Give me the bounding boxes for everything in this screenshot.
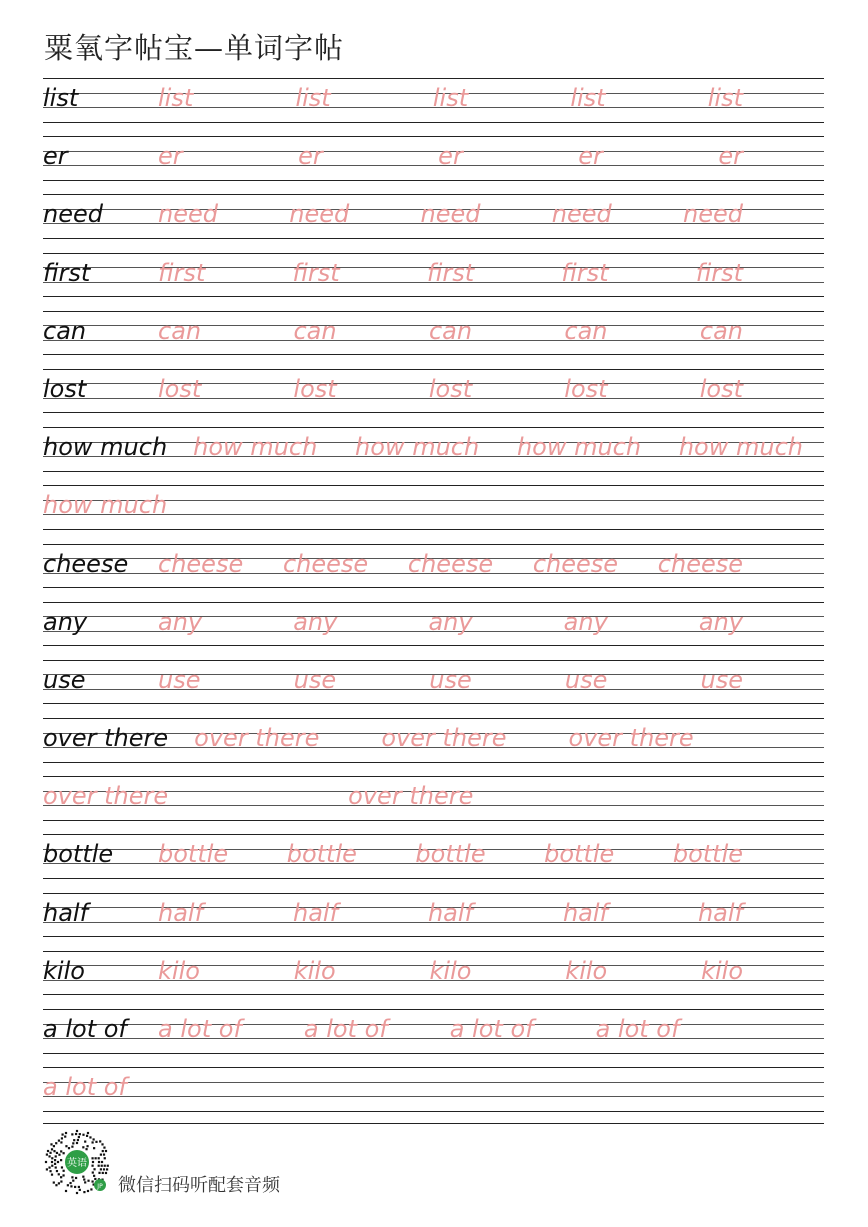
trace-word: need <box>158 200 218 229</box>
qr-module <box>107 1165 109 1167</box>
trace-word: how much <box>43 491 168 520</box>
guide-line <box>43 194 824 195</box>
qr-module <box>48 1166 50 1168</box>
practice-row <box>43 774 824 832</box>
qr-module <box>55 1142 57 1144</box>
trace-word: any <box>428 607 473 636</box>
trace-word: kilo <box>565 956 608 985</box>
model-word: list <box>43 84 79 112</box>
qr-module <box>77 1139 79 1141</box>
trace-word: how much <box>516 433 642 462</box>
qr-module <box>93 1168 95 1170</box>
guide-line <box>43 893 824 894</box>
guide-line <box>43 1067 824 1068</box>
qr-module <box>100 1168 102 1170</box>
trace-word: lost <box>699 374 743 403</box>
trace-word: half <box>562 898 608 927</box>
qr-module <box>79 1133 81 1135</box>
row-words <box>43 257 824 297</box>
trace-word: any <box>563 607 608 636</box>
qr-module <box>55 1184 57 1186</box>
qr-module <box>91 1157 93 1159</box>
trace-word: a lot of <box>158 1015 242 1043</box>
row-words <box>43 140 824 180</box>
trace-word: how much <box>193 433 318 462</box>
trace-word: first <box>292 258 340 287</box>
trace-word: kilo <box>701 956 743 985</box>
trace-word: need <box>420 200 481 229</box>
practice-row <box>43 483 824 541</box>
qr-module <box>65 1190 67 1192</box>
qr-module <box>54 1159 56 1161</box>
qr-module <box>65 1132 67 1134</box>
qr-module <box>106 1168 108 1170</box>
model-word: half <box>43 898 89 927</box>
trace-word: half <box>158 898 204 927</box>
qr-module <box>57 1161 59 1163</box>
model-word: need <box>43 200 103 229</box>
qr-module <box>71 1176 73 1178</box>
trace-word: how much <box>355 433 480 462</box>
guide-line <box>43 427 824 428</box>
qr-badge-label: 英语 <box>67 1158 87 1169</box>
qr-module <box>90 1188 92 1190</box>
qr-module <box>58 1154 60 1156</box>
qr-module <box>94 1178 96 1180</box>
practice-row <box>43 309 824 367</box>
qr-module <box>65 1145 67 1147</box>
practice-row <box>43 251 824 309</box>
trace-word: need <box>289 200 350 229</box>
trace-word: cheese <box>532 549 619 578</box>
practice-row <box>43 891 824 949</box>
trace-word: a lot of <box>303 1015 388 1043</box>
practice-row <box>43 134 824 192</box>
qr-module <box>47 1150 49 1152</box>
qr-module <box>102 1150 104 1152</box>
trace-word: bottle <box>544 840 615 869</box>
qr-module <box>78 1136 80 1138</box>
qr-module <box>75 1177 77 1179</box>
model-word: lost <box>43 374 87 403</box>
qr-module <box>98 1165 100 1167</box>
practice-row <box>43 600 824 658</box>
qr-module <box>71 1146 73 1148</box>
guide-line <box>43 369 824 370</box>
qr-module <box>61 1166 63 1168</box>
qr-module <box>79 1189 81 1191</box>
guide-line <box>43 834 824 835</box>
trace-word: er <box>158 142 183 171</box>
trace-word: can <box>699 316 743 345</box>
practice-row <box>43 1065 824 1123</box>
qr-corner-label: JP <box>97 1183 103 1190</box>
qr-module <box>74 1186 76 1188</box>
trace-word: need <box>551 200 612 229</box>
qr-module <box>60 1180 62 1182</box>
trace-word: any <box>293 607 338 636</box>
practice-row <box>43 949 824 1007</box>
trace-word: er <box>438 142 463 171</box>
qr-module <box>62 1174 64 1176</box>
qr-module <box>75 1133 77 1135</box>
row-words <box>43 722 824 762</box>
qr-module <box>98 1157 100 1159</box>
trace-word: over there <box>568 724 694 753</box>
practice-row <box>43 1007 824 1065</box>
trace-word: er <box>578 142 603 171</box>
model-word: kilo <box>43 956 85 985</box>
row-words <box>43 1071 824 1111</box>
row-words <box>43 548 824 588</box>
row-words <box>43 838 824 878</box>
qr-module <box>54 1163 56 1165</box>
qr-module <box>71 1133 73 1135</box>
practice-row <box>43 658 824 716</box>
model-word: use <box>43 665 86 694</box>
qr-module <box>46 1153 48 1155</box>
trace-word: use <box>700 665 743 694</box>
qr-module <box>51 1148 53 1150</box>
qr-module <box>95 1157 97 1159</box>
trace-word: kilo <box>429 956 472 985</box>
qr-module <box>101 1161 103 1163</box>
guide-line <box>43 718 824 719</box>
qr-module <box>103 1168 105 1170</box>
model-word: can <box>43 316 87 345</box>
guide-line <box>43 253 824 254</box>
qr-module <box>100 1154 102 1156</box>
guide-line <box>43 78 824 79</box>
qr-module <box>87 1132 89 1134</box>
qr-module <box>61 1137 63 1139</box>
practice-row <box>43 76 824 134</box>
trace-word: over there <box>43 782 169 811</box>
practice-row <box>43 542 824 600</box>
qr-module <box>101 1143 103 1145</box>
model-word: how much <box>43 433 168 462</box>
qr-module <box>69 1182 71 1184</box>
page-title: 粟氧字帖宝—单词字帖 <box>44 31 345 65</box>
trace-word: kilo <box>158 956 200 985</box>
qr-module <box>91 1180 93 1182</box>
row-words <box>43 1013 824 1053</box>
qr-module <box>83 1191 85 1193</box>
row-words <box>43 606 824 646</box>
qr-module <box>103 1154 105 1156</box>
qr-module <box>84 1140 86 1142</box>
trace-word: first <box>158 258 206 287</box>
trace-word: list <box>295 84 331 112</box>
model-word: a lot of <box>43 1015 127 1043</box>
qr-module <box>93 1175 95 1177</box>
trace-word: half <box>292 898 339 927</box>
trace-word: first <box>695 258 743 287</box>
guide-line <box>43 602 824 603</box>
qr-module <box>51 1174 53 1176</box>
guide-line <box>43 1009 824 1010</box>
trace-word: over there <box>194 724 320 753</box>
trace-word: can <box>158 316 202 345</box>
qr-module <box>56 1170 58 1172</box>
qr-module <box>49 1170 51 1172</box>
qr-module <box>60 1176 62 1178</box>
row-words <box>43 373 824 413</box>
trace-word: er <box>298 142 323 171</box>
row-words <box>43 431 824 471</box>
qr-module <box>84 1181 86 1183</box>
trace-word: cheese <box>158 549 244 578</box>
trace-word: first <box>561 258 609 287</box>
trace-word: use <box>564 665 608 694</box>
qr-module <box>55 1155 57 1157</box>
row-words <box>43 82 824 122</box>
trace-word: cheese <box>407 549 494 578</box>
qr-module <box>76 1192 78 1194</box>
qr-module <box>76 1142 78 1144</box>
sheet-bottom-line <box>43 1123 824 1124</box>
trace-word: a lot of <box>449 1015 534 1043</box>
row-words <box>43 198 824 238</box>
model-word: over there <box>43 724 169 753</box>
qr-module <box>63 1170 65 1172</box>
practice-row <box>43 367 824 425</box>
trace-word: need <box>683 200 743 229</box>
qr-module <box>45 1161 47 1163</box>
trace-word: can <box>428 316 473 345</box>
practice-row <box>43 716 824 774</box>
trace-word: er <box>718 142 743 171</box>
trace-word: over there <box>348 782 474 811</box>
qr-module <box>73 1139 75 1141</box>
trace-word: over there <box>381 724 507 753</box>
model-word: first <box>43 258 91 287</box>
trace-word: bottle <box>286 840 357 869</box>
qr-module <box>72 1142 74 1144</box>
qr-module <box>82 1134 84 1136</box>
qr-module <box>53 1150 55 1152</box>
trace-word: a lot of <box>595 1015 680 1043</box>
trace-word: kilo <box>293 956 336 985</box>
model-word: er <box>43 142 68 171</box>
qr-module <box>63 1152 65 1154</box>
guide-line <box>43 136 824 137</box>
qr-module <box>67 1184 69 1186</box>
qr-module <box>58 1140 60 1142</box>
trace-word: how much <box>678 433 803 462</box>
qr-module <box>91 1165 93 1167</box>
trace-word: bottle <box>672 840 743 869</box>
qr-module <box>102 1172 104 1174</box>
qr-module <box>86 1135 88 1137</box>
guide-line <box>43 660 824 661</box>
qr-module <box>98 1161 100 1163</box>
trace-word: any <box>158 607 203 636</box>
qr-module <box>48 1155 50 1157</box>
qr-module <box>93 1147 95 1149</box>
qr-module <box>93 1138 95 1140</box>
guide-line <box>43 776 824 777</box>
trace-word: use <box>293 665 337 694</box>
qr-code-icon[interactable] <box>42 1127 112 1197</box>
trace-word: bottle <box>158 840 229 869</box>
trace-word: list <box>570 84 606 112</box>
trace-word: list <box>432 84 469 112</box>
qr-module <box>53 1145 55 1147</box>
qr-module <box>49 1152 51 1154</box>
qr-module <box>91 1141 93 1143</box>
trace-word: list <box>707 84 743 112</box>
trace-word: use <box>429 665 472 694</box>
qr-module <box>61 1133 63 1135</box>
qr-module <box>98 1172 100 1174</box>
qr-module <box>105 1172 107 1174</box>
qr-module <box>82 1176 84 1178</box>
guide-line <box>43 311 824 312</box>
trace-word: half <box>697 898 743 927</box>
trace-word: cheese <box>282 549 369 578</box>
guide-line <box>43 544 824 545</box>
row-words <box>43 955 824 995</box>
qr-module <box>46 1168 48 1170</box>
trace-word: half <box>427 898 474 927</box>
row-words <box>43 780 824 820</box>
qr-module <box>82 1146 84 1148</box>
trace-word: can <box>564 316 608 345</box>
qr-module <box>60 1159 62 1161</box>
trace-word: a lot of <box>43 1073 127 1102</box>
qr-module <box>104 1165 106 1167</box>
qr-module <box>60 1141 62 1143</box>
trace-word: any <box>698 607 743 636</box>
qr-module <box>51 1157 53 1159</box>
trace-word: lost <box>428 374 473 403</box>
trace-word: lost <box>564 374 608 403</box>
qr-module <box>56 1152 58 1154</box>
qr-module <box>87 1180 89 1182</box>
model-word: cheese <box>43 549 129 578</box>
qr-module <box>105 1150 107 1152</box>
qr-module <box>76 1130 78 1132</box>
qr-module <box>92 1161 94 1163</box>
qr-module <box>55 1166 57 1168</box>
qr-module <box>83 1178 85 1180</box>
practice-row <box>43 832 824 890</box>
trace-word: lost <box>158 374 202 403</box>
audio-caption: 微信扫码听配套音频 <box>118 1175 280 1196</box>
qr-module <box>58 1173 60 1175</box>
model-word: bottle <box>43 840 114 869</box>
qr-module <box>51 1165 53 1167</box>
qr-module <box>95 1141 97 1143</box>
trace-word: bottle <box>415 840 486 869</box>
qr-module <box>50 1143 52 1145</box>
row-words <box>43 897 824 937</box>
qr-module <box>60 1150 62 1152</box>
model-word: any <box>43 607 88 636</box>
qr-module <box>92 1171 94 1173</box>
trace-word: list <box>158 84 194 112</box>
qr-module <box>87 1190 89 1192</box>
qr-module <box>51 1161 53 1163</box>
qr-module <box>103 1146 105 1148</box>
qr-module <box>70 1185 72 1187</box>
qr-module <box>53 1181 55 1183</box>
qr-module <box>85 1148 87 1150</box>
qr-module <box>104 1157 106 1159</box>
practice-row <box>43 425 824 483</box>
qr-module <box>89 1136 91 1138</box>
row-words <box>43 489 824 529</box>
row-words <box>43 315 824 355</box>
trace-word: can <box>293 316 337 345</box>
trace-word: use <box>158 665 201 694</box>
trace-word: lost <box>293 374 337 403</box>
qr-module <box>99 1140 101 1142</box>
guide-line <box>43 485 824 486</box>
trace-word: cheese <box>657 549 743 578</box>
qr-module <box>72 1180 74 1182</box>
qr-module <box>86 1145 88 1147</box>
qr-module <box>68 1147 70 1149</box>
practice-sheet <box>43 76 824 1124</box>
qr-module <box>58 1182 60 1184</box>
trace-word: first <box>426 258 475 287</box>
qr-module <box>101 1165 103 1167</box>
qr-module <box>64 1136 66 1138</box>
guide-line <box>43 951 824 952</box>
practice-row <box>43 192 824 250</box>
row-words <box>43 664 824 704</box>
qr-module <box>78 1186 80 1188</box>
